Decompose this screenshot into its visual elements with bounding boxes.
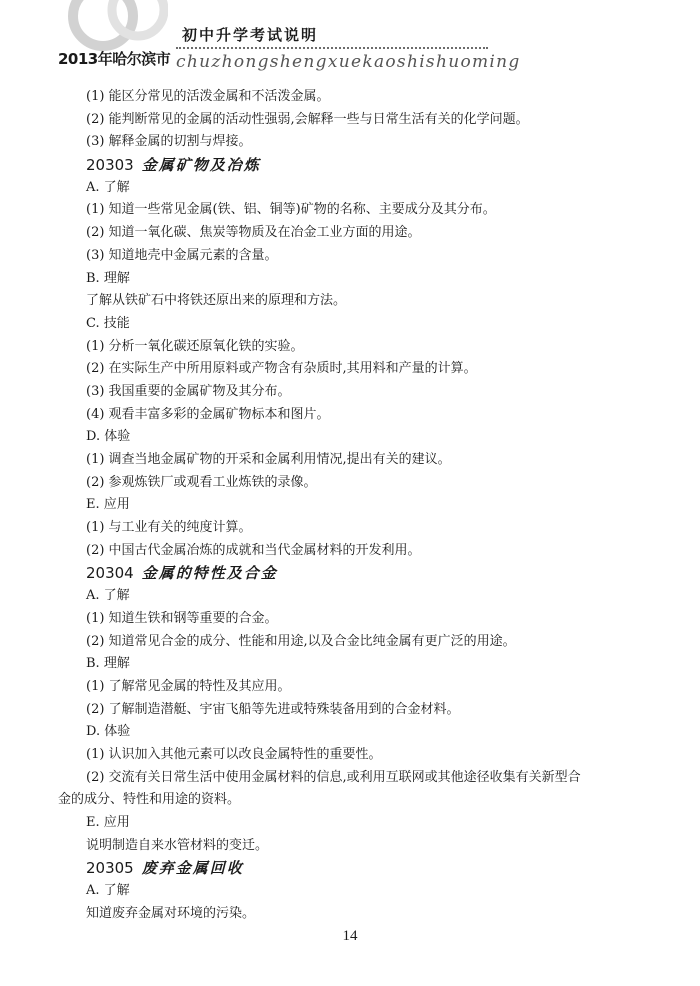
text-line: E. 应用: [86, 497, 130, 513]
header-pinyin: chuzhongshengxuekaoshishuoming: [176, 52, 521, 72]
text-line: (2) 知道一氧化碳、焦炭等物质及在冶金工业方面的用途。: [86, 225, 421, 241]
text-line: (1) 能区分常见的活泼金属和不活泼金属。: [86, 89, 330, 104]
text-line: (2) 参观炼铁厂或观看工业炼铁的录像。: [86, 474, 317, 490]
text-line: (4) 观看丰富多彩的金属矿物标本和图片。: [86, 406, 330, 422]
section-heading: [58, 857, 643, 880]
text-line: B. 理解: [86, 656, 130, 672]
text-line: 了解从铁矿石中将铁还原出来的原理和方法。: [86, 293, 347, 309]
section-title: 废弃金属回收: [141, 859, 244, 878]
header-title: 初中升学考试说明: [182, 26, 319, 44]
text-line: (3) 知道地壳中金属元素的含量。: [86, 247, 278, 263]
text-line: (3) 解释金属的切割与焊接。: [86, 134, 252, 150]
text-line: B. 理解: [86, 270, 130, 286]
text-line: (2) 交流有关日常生活中使用金属材料的信息,或利用互联网或其他途径收集有关新型合: [86, 769, 581, 785]
page-number: 14: [342, 928, 358, 944]
text-line: (2) 能判断常见的金属的活动性强弱,会解释一些与日常生活有关的化学问题。: [86, 111, 529, 127]
text-line-continuation: 金的成分、特性和用途的资料。: [58, 792, 241, 808]
body-content: [58, 86, 643, 925]
text-line: D. 体验: [86, 429, 131, 445]
text-line: (2) 在实际生产中所用原料或产物含有杂质时,其用料和产量的计算。: [86, 361, 477, 377]
text-line: (1) 认识加入其他元素可以改良金属特性的重要性。: [86, 746, 382, 762]
text-line: (2) 中国古代金属冶炼的成就和当代金属材料的开发利用。: [86, 542, 421, 558]
section-number: 20303: [86, 156, 134, 175]
text-line: A. 了解: [86, 883, 130, 899]
text-line: C. 技能: [86, 315, 130, 331]
text-line: (1) 调查当地金属矿物的开采和金属利用情况,提出有关的建议。: [86, 452, 451, 467]
text-line: (1) 与工业有关的纯度计算。: [86, 520, 252, 536]
section-title: 金属矿物及冶炼: [141, 156, 261, 175]
text-line: (2) 了解制造潜艇、宇宙飞船等先进或特殊装备用到的合金材料。: [86, 701, 460, 717]
text-line: 说明制造自来水管材料的变迁。: [86, 837, 269, 853]
text-line: D. 体验: [86, 724, 131, 740]
text-line: (1) 分析一氧化碳还原氧化铁的实验。: [86, 338, 304, 354]
section-number: 20305: [86, 859, 134, 878]
text-line: (1) 了解常见金属的特性及其应用。: [86, 678, 291, 694]
text-line: 知道废弃金属对环境的污染。: [86, 905, 256, 921]
header-year-city: 2013年哈尔滨市: [58, 50, 171, 68]
text-line: (2) 知道常见合金的成分、性能和用途,以及合金比纯金属有更广泛的用途。: [86, 633, 516, 649]
section-heading: [58, 154, 643, 177]
section-number: 20304: [86, 564, 134, 583]
section-title: 金属的特性及合金: [141, 564, 278, 583]
text-line: A. 了解: [86, 588, 130, 604]
header-dotted-divider: [176, 47, 488, 49]
text-line: (3) 我国重要的金属矿物及其分布。: [86, 383, 291, 399]
text-line: (1) 知道生铁和钢等重要的合金。: [86, 610, 278, 626]
text-line: E. 应用: [86, 815, 130, 831]
text-line: (1) 知道一些常见金属(铁、铝、铜等)矿物的名称、主要成分及其分布。: [86, 202, 496, 218]
text-line: A. 了解: [86, 179, 130, 195]
section-heading: [58, 562, 643, 585]
